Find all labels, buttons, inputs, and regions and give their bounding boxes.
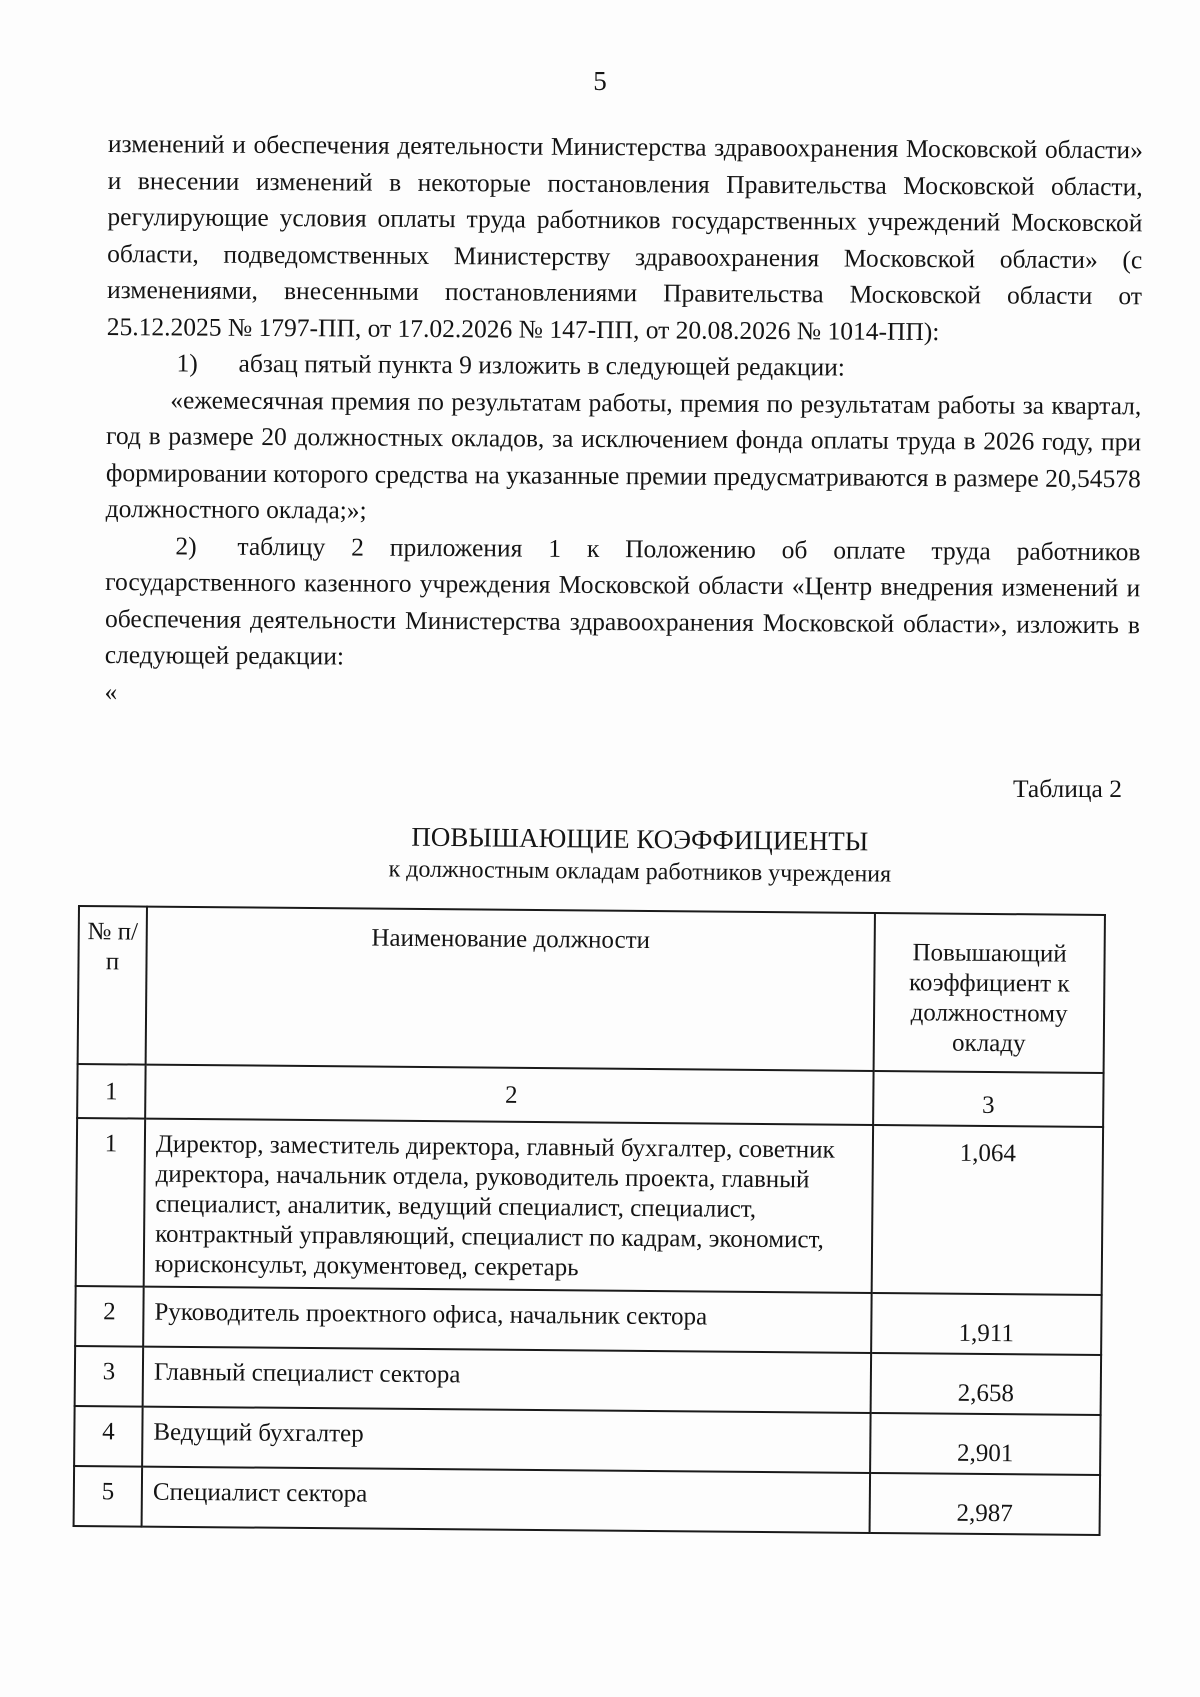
table-caption: Таблица 2 xyxy=(1012,774,1122,803)
coefficients-table xyxy=(73,905,1106,1536)
table-subtitle: к должностным окладам работников учреждения xyxy=(388,856,892,888)
position-name: Специалист сектора xyxy=(142,1467,870,1533)
position-name: Директор, заместитель директора, главный бухгалтер, советник директора, начальник отдела, руководитель проекта, главный специалист, аналитик, ведущий специалист, специалист, контрактный управляющий, специалист по кадрам, экономист, юрисконсульт, документовед, секретарь xyxy=(144,1119,873,1293)
column-index-1: 1 xyxy=(77,1064,145,1119)
list-item-2-text: таблицу 2 приложения 1 к Положению об оплате труда работников государственного казенного учреждения Московской области «Центр внедрения изменений и обеспечения деятельности Министерства здравоохранения Московской области», изложить в следующей редакции: xyxy=(104,531,1141,671)
page-number: 5 xyxy=(593,66,607,96)
header-coefficient: Повышающий коэффициент к должностному окладу xyxy=(874,913,1105,1073)
row-number: 1 xyxy=(76,1118,145,1287)
list-item-1 xyxy=(106,345,1141,388)
column-index-2: 2 xyxy=(145,1065,873,1125)
position-name: Ведущий бухгалтер xyxy=(142,1407,870,1473)
header-position-name: Наименование должности xyxy=(146,907,875,1071)
paragraph-continuation: изменений и обеспечения деятельности Министерства здравоохранения Московской области» и внесении изменений в некоторые постановления Правительства Московской области, регулирующие условия оплаты труда работников государственных учреждений Московской области, подведомственных Министерству здравоохранения Московской области» (с изменениями, внесенными постановлениями Правительства Московской области от 25.12.2025 № 1797-ПП, от 17.02.2026 № 147-ПП, от 20.08.2026 № 1014-ПП): xyxy=(106,128,1143,346)
body-text xyxy=(104,126,1143,716)
row-number: 4 xyxy=(74,1406,143,1467)
table-header-row xyxy=(78,906,1105,1073)
open-quote-mark: « xyxy=(104,676,118,706)
position-name: Руководитель проектного офиса, начальник сектора xyxy=(143,1287,871,1353)
coefficient-value: 2,901 xyxy=(870,1413,1101,1475)
header-num: № п/п xyxy=(78,906,147,1065)
quoted-paragraph: «ежемесячная премия по результатам работы, премия по результатам работы за квартал, год в размере 20 должностных окладов, за исключением фонда оплаты труда в 2026 году, при формировании которого средства на указанные премии предусматриваются в размере 20,54578 должностного оклада;»; xyxy=(105,384,1142,525)
list-item-1-text: абзац пятый пункта 9 изложить в следующей редакции: xyxy=(238,348,845,382)
table-row xyxy=(75,1286,1101,1355)
row-number: 3 xyxy=(75,1346,144,1407)
position-name: Главный специалист сектора xyxy=(143,1347,871,1413)
row-number: 2 xyxy=(75,1286,144,1347)
table-row xyxy=(76,1118,1103,1295)
coefficient-value: 1,064 xyxy=(872,1125,1103,1295)
table-row xyxy=(75,1346,1101,1415)
coefficient-value: 1,911 xyxy=(871,1293,1102,1355)
column-index-3: 3 xyxy=(873,1071,1103,1127)
list-item-2-number: 2) xyxy=(175,530,197,561)
coefficient-value: 2,658 xyxy=(871,1353,1102,1415)
list-item-1-number: 1) xyxy=(176,348,198,378)
list-item-2 xyxy=(105,527,1141,679)
table-row xyxy=(74,1406,1100,1475)
row-number: 5 xyxy=(74,1466,143,1527)
table-title: ПОВЫШАЮЩИЕ КОЭФФИЦИЕНТЫ xyxy=(411,821,869,857)
coefficient-value: 2,987 xyxy=(870,1473,1101,1535)
column-index-row xyxy=(77,1064,1103,1127)
table-row xyxy=(74,1466,1100,1535)
